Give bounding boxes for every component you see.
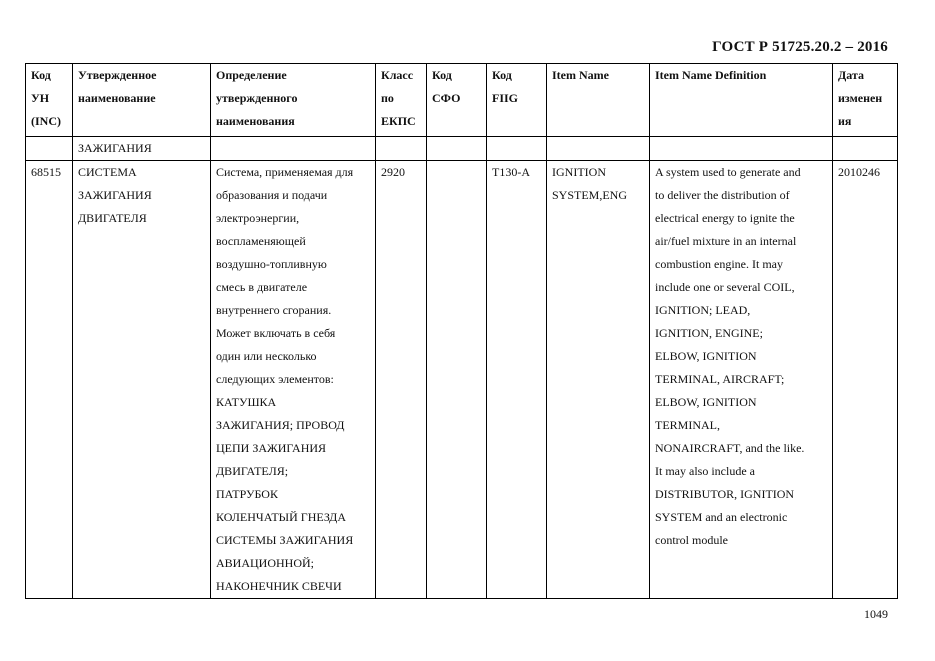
cell-line: образования и подачи	[216, 188, 328, 202]
header-line: наименования	[216, 114, 295, 128]
cell-line: воздушно-топливную	[216, 257, 327, 271]
header-line: Код	[492, 68, 512, 82]
fiig-cell	[487, 161, 547, 599]
header-line: Item Name	[552, 68, 609, 82]
cell-line: смесь в двигателе	[216, 280, 308, 294]
header-line: (INC)	[31, 114, 61, 128]
cell-line: ПАТРУБОК	[216, 487, 278, 501]
cell-line: TERMINAL, AIRCRAFT;	[655, 372, 785, 386]
cell-line: IGNITION; LEAD,	[655, 303, 751, 317]
sfo-cell	[427, 161, 487, 599]
header-line: СФО	[432, 91, 461, 105]
header-line: Item Name Definition	[655, 68, 767, 82]
header-class	[376, 64, 427, 137]
approved-name-cell	[73, 161, 211, 599]
header-fiig-code	[487, 64, 547, 137]
table-row	[26, 161, 898, 599]
cell-line: combustion engine. It may	[655, 257, 783, 271]
cont-cell	[427, 137, 487, 161]
cont-cell	[547, 137, 650, 161]
cell-line: T130-A	[492, 165, 530, 179]
item-definition-cell	[650, 161, 833, 599]
header-definition	[211, 64, 376, 137]
header-change-date	[833, 64, 898, 137]
class-cell	[376, 161, 427, 599]
cell-line: ДВИГАТЕЛЯ	[78, 211, 147, 225]
cell-line: НАКОНЕЧНИК СВЕЧИ	[216, 579, 342, 593]
cell-line: It may also include a	[655, 464, 755, 478]
header-row	[26, 64, 898, 137]
cell-line: electrical energy to ignite the	[655, 211, 795, 225]
cell-line: воспламеняющей	[216, 234, 306, 248]
header-line: Код	[432, 68, 452, 82]
header-line: Определение	[216, 68, 287, 82]
cell-line: SYSTEM and an electronic	[655, 510, 788, 524]
header-line: наименование	[78, 91, 156, 105]
continuation-row	[26, 137, 898, 161]
cell-line: Может включать в себя	[216, 326, 336, 340]
header-line: ЕКПС	[381, 114, 416, 128]
cont-cell	[211, 137, 376, 161]
cell-line: control module	[655, 533, 728, 547]
cont-cell	[487, 137, 547, 161]
header-line: Дата	[838, 68, 864, 82]
cell-line: A system used to generate and	[655, 165, 801, 179]
header-line: Утвержденное	[78, 68, 157, 82]
cont-cell	[650, 137, 833, 161]
inc-cell	[26, 161, 73, 599]
standard-designation: ГОСТ Р 51725.20.2 – 2016	[712, 39, 888, 55]
cell-line: NONAIRCRAFT, and the like.	[655, 441, 805, 455]
cell-line: air/fuel mixture in an internal	[655, 234, 797, 248]
cell-line: следующих элементов:	[216, 372, 334, 386]
change-date-cell	[833, 161, 898, 599]
cont-cell	[833, 137, 898, 161]
cell-line: ЦЕПИ ЗАЖИГАНИЯ	[216, 441, 327, 455]
cell-line: 2010246	[838, 165, 880, 179]
cell-line: 68515	[31, 165, 61, 179]
header-item-name	[547, 64, 650, 137]
cont-cell: ЗАЖИГАНИЯ	[73, 137, 211, 161]
cell-line: TERMINAL,	[655, 418, 720, 432]
cell-line: IGNITION, ENGINE;	[655, 326, 763, 340]
header-item-name-definition	[650, 64, 833, 137]
catalog-table	[25, 63, 898, 599]
item-name-cell	[547, 161, 650, 599]
cell-line: Система, применяемая для	[216, 165, 354, 179]
header-approved-name	[73, 64, 211, 137]
header-line: изменен	[838, 91, 883, 105]
cell-line: IGNITION	[552, 165, 606, 179]
cell-line: ЗАЖИГАНИЯ; ПРОВОД	[216, 418, 345, 432]
cell-line: СИСТЕМА	[78, 165, 137, 179]
header-line: Класс	[381, 68, 414, 82]
cell-line: include one or several COIL,	[655, 280, 795, 294]
cell-line: ELBOW, IGNITION	[655, 349, 757, 363]
header-sfo-code	[427, 64, 487, 137]
cell-line: DISTRIBUTOR, IGNITION	[655, 487, 795, 501]
header-inc	[26, 64, 73, 137]
header-line: Код	[31, 68, 51, 82]
cell-line: СИСТЕМЫ ЗАЖИГАНИЯ	[216, 533, 354, 547]
cell-line: 2920	[381, 165, 405, 179]
cell-line: КАТУШКА	[216, 395, 277, 409]
header-line: ия	[838, 114, 852, 128]
cell-line: SYSTEM,ENG	[552, 188, 628, 202]
cell-line: АВИАЦИОННОЙ;	[216, 556, 314, 570]
cell-line: ДВИГАТЕЛЯ;	[216, 464, 289, 478]
header-line: утвержденного	[216, 91, 298, 105]
cont-cell	[26, 137, 73, 161]
cell-line: КОЛЕНЧАТЫЙ ГНЕЗДА	[216, 510, 346, 524]
cell-line: электроэнергии,	[216, 211, 300, 225]
cell-line: ЗАЖИГАНИЯ	[78, 188, 152, 202]
cell-line: один или несколько	[216, 349, 317, 363]
header-line: FIIG	[492, 91, 519, 105]
cell-line: to deliver the distribution of	[655, 188, 790, 202]
cell-line: ELBOW, IGNITION	[655, 395, 757, 409]
definition-cell	[211, 161, 376, 599]
cell-line: внутреннего сгорания.	[216, 303, 332, 317]
header-line: УН	[31, 91, 50, 105]
cont-cell	[376, 137, 427, 161]
page-number: 1049	[864, 607, 888, 621]
header-line: по	[381, 91, 394, 105]
